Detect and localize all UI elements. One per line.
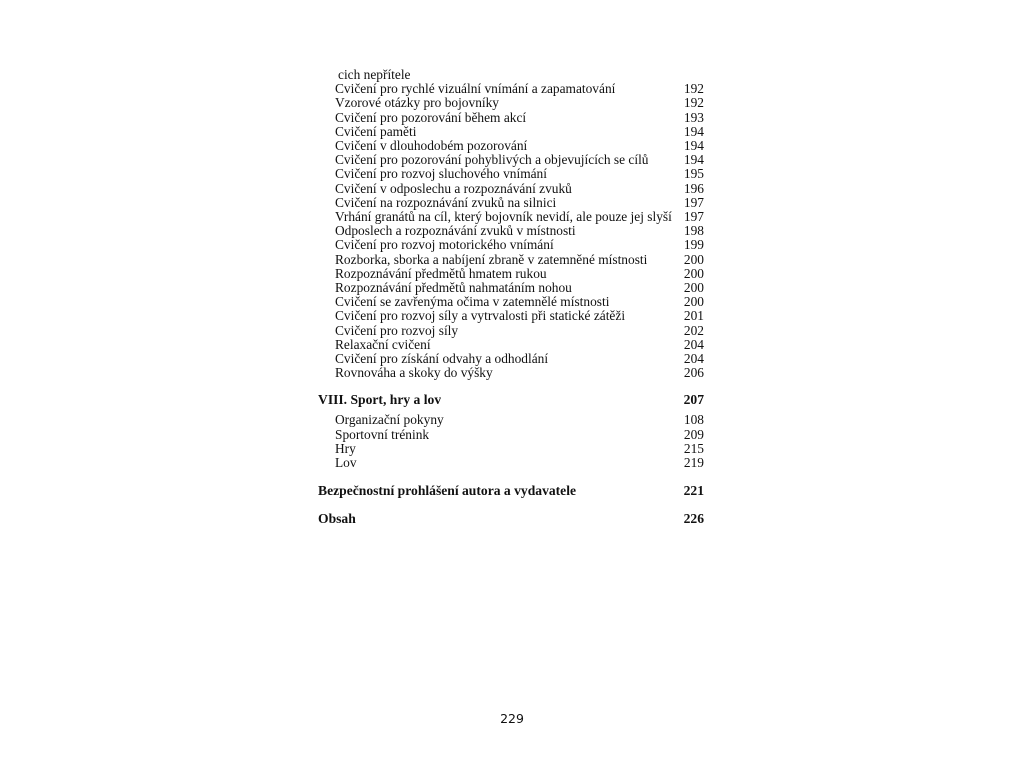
toc-section-viii — [318, 392, 704, 407]
toc-entry-page: 200 — [683, 280, 704, 296]
toc-entry-title: Hry — [335, 441, 356, 456]
toc-entry-title: Cvičení pro rozvoj sluchového vnímání — [335, 167, 547, 182]
toc-entry — [318, 125, 704, 139]
toc-entry-title: Cvičení pro získání odvahy a odhodlání — [335, 352, 549, 367]
toc-entry-page: 194 — [683, 152, 704, 168]
toc-entry-title: Cvičení pro rozvoj motorického vnímání — [335, 238, 554, 253]
toc-continuation-line — [318, 68, 704, 82]
toc-entry-page: 196 — [683, 180, 704, 196]
toc-entry-title: Vzorové otázky pro bojovníky — [335, 96, 499, 111]
toc-entry-title: Organizační pokyny — [335, 413, 444, 428]
toc-entry-title: Rozborka, sborka a nabíjení zbraně v zatemněné místnosti — [335, 252, 648, 267]
toc-entry — [318, 167, 704, 181]
toc-entry-page: 192 — [683, 81, 704, 97]
toc-entry — [318, 295, 704, 309]
toc-entry — [318, 210, 704, 224]
toc-entry — [318, 338, 704, 352]
toc-entry-page: 198 — [683, 223, 704, 239]
toc-entry-page: 209 — [683, 426, 704, 442]
toc-entry-page: 108 — [683, 412, 704, 428]
toc-entry-page: 194 — [683, 123, 704, 139]
toc-entry — [318, 413, 704, 427]
toc-entry — [318, 324, 704, 338]
toc-entry — [318, 82, 704, 96]
toc-entry — [318, 139, 704, 153]
toc-continuation-text: cich nepřítele — [338, 68, 411, 82]
toc-entry-title: Cvičení pro rozvoj síly — [335, 323, 459, 338]
toc-section-title: Obsah — [318, 511, 356, 527]
toc-section-page: 226 — [683, 511, 704, 527]
toc-entry-page: 194 — [683, 138, 704, 154]
toc-entry-page: 200 — [683, 251, 704, 267]
toc-entry-page: 200 — [683, 265, 704, 281]
toc-entry-page: 215 — [683, 440, 704, 456]
toc-entry-title: Cvičení pro rozvoj síly a vytrvalosti při statické zátěži — [335, 309, 626, 324]
toc-entry-title: Cvičení na rozpoznávání zvuků na silnici — [335, 195, 557, 210]
toc-entry-title: Cvičení se zavřenýma očima v zatemnělé místnosti — [335, 295, 610, 310]
toc-entry-title: Rozpoznávání předmětů hmatem rukou — [335, 266, 547, 281]
toc-entry — [318, 238, 704, 252]
toc-entries-group-1 — [318, 82, 704, 380]
toc-section-contents — [318, 511, 704, 526]
toc-entry — [318, 428, 704, 442]
toc-entry — [318, 366, 704, 380]
toc-entry-page: 199 — [683, 237, 704, 253]
toc-entry-title: Rozpoznávání předmětů nahmatáním nohou — [335, 281, 572, 296]
toc-section-page: 221 — [683, 483, 704, 499]
toc-section-title: Bezpečnostní prohlášení autora a vydavatele — [318, 483, 577, 499]
table-of-contents — [318, 68, 704, 526]
toc-entry-title: Sportovní trénink — [335, 427, 430, 442]
toc-entry-title: Cvičení v odposlechu a rozpoznávání zvuků — [335, 181, 572, 196]
toc-entry — [318, 224, 704, 238]
toc-entry-title: Odposlech a rozpoznávání zvuků v místnosti — [335, 224, 576, 239]
toc-entry-page: 192 — [683, 95, 704, 111]
toc-entry — [318, 352, 704, 366]
toc-entry — [318, 182, 704, 196]
toc-entry — [318, 196, 704, 210]
toc-entry-page: 197 — [683, 209, 704, 225]
toc-entry-title: Cvičení pro pozorování během akcí — [335, 110, 527, 125]
toc-entry-title: Cvičení paměti — [335, 124, 417, 139]
toc-entry-page: 195 — [683, 166, 704, 182]
toc-section-page: 207 — [683, 392, 704, 408]
toc-entry — [318, 456, 704, 470]
toc-entry-title: Lov — [335, 456, 357, 471]
toc-entry-title: Rovnováha a skoky do výšky — [335, 366, 493, 381]
toc-entry-title: Relaxační cvičení — [335, 337, 431, 352]
toc-entry-page: 200 — [683, 294, 704, 310]
toc-entry-page: 193 — [683, 109, 704, 125]
toc-entry-title: Cvičení pro rychlé vizuální vnímání a zapamatování — [335, 82, 616, 97]
toc-entry — [318, 111, 704, 125]
toc-entry — [318, 281, 704, 295]
toc-entry — [318, 442, 704, 456]
toc-entry-page: 202 — [683, 322, 704, 338]
toc-entry-page: 197 — [683, 194, 704, 210]
toc-entries-group-2 — [318, 413, 704, 470]
page-number: 229 — [500, 711, 524, 726]
toc-entry-page: 219 — [683, 455, 704, 471]
toc-entry — [318, 253, 704, 267]
toc-entry-title: Vrhání granátů na cíl, který bojovník nevidí, ale pouze jej slyší — [335, 210, 672, 225]
toc-entry-title: Cvičení pro pozorování pohyblivých a objevujících se cílů — [335, 153, 649, 168]
toc-entry-title: Cvičení v dlouhodobém pozorování — [335, 139, 528, 154]
toc-section-safety — [318, 483, 704, 498]
toc-entry — [318, 153, 704, 167]
toc-entry-page: 206 — [683, 365, 704, 381]
toc-entry-page: 201 — [683, 308, 704, 324]
toc-entry-page: 204 — [683, 336, 704, 352]
toc-entry-page: 204 — [683, 351, 704, 367]
toc-entry — [318, 96, 704, 110]
toc-entry — [318, 267, 704, 281]
toc-entry — [318, 309, 704, 323]
toc-section-title: VIII. Sport, hry a lov — [318, 392, 442, 408]
